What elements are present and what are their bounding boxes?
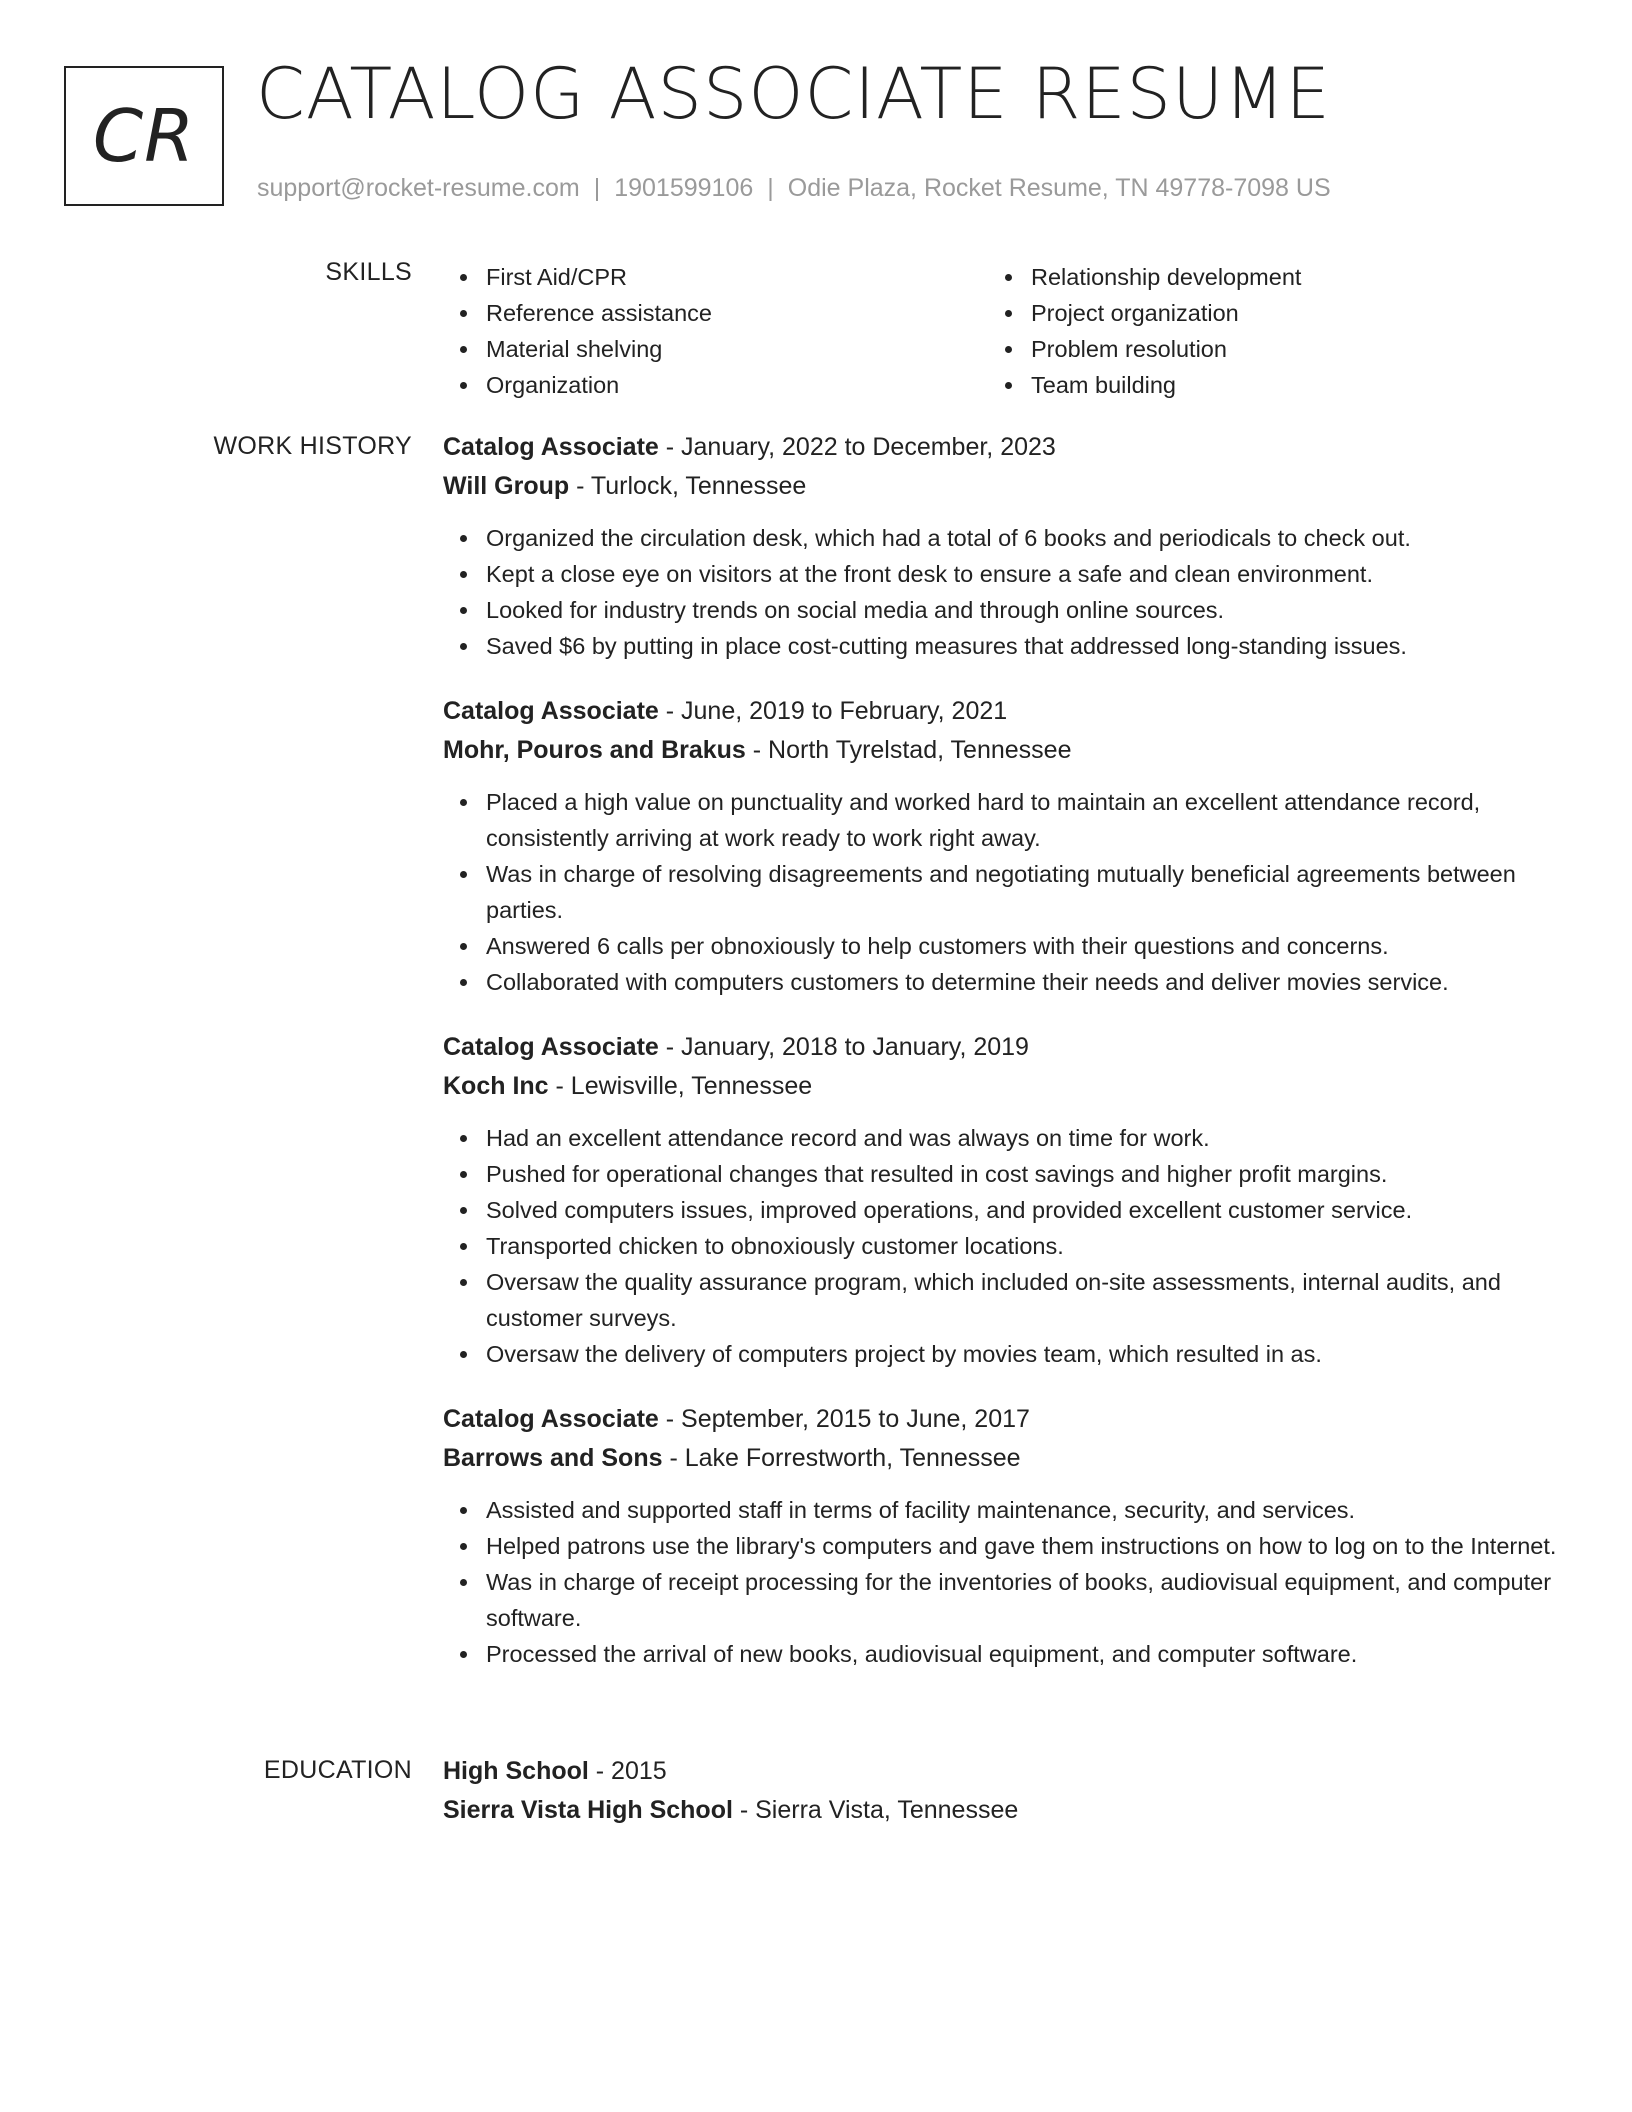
education-degree-line: [443, 1752, 1563, 1791]
job-company: Mohr, Pouros and Brakus: [443, 736, 746, 764]
skill-item: Material shelving: [486, 331, 988, 367]
job-bullet: Oversaw the quality assurance program, which included on-site assessments, internal audits, and customer surveys.: [486, 1264, 1563, 1336]
job-location: - North Tyrelstad, Tennessee: [745, 736, 1072, 764]
job-title: Catalog Associate: [443, 697, 659, 725]
job-bullet: Was in charge of receipt processing for the inventories of books, audiovisual equipment, and computer software.: [486, 1564, 1563, 1636]
job-location: - Lewisville, Tennessee: [548, 1072, 813, 1100]
job-bullet: Organized the circulation desk, which had a total of 6 books and periodicals to check out.: [486, 520, 1563, 556]
contact-separator: |: [593, 174, 601, 202]
contact-separator: |: [767, 174, 774, 202]
skill-item: Problem resolution: [1031, 331, 1533, 367]
section-label-education: EDUCATION: [263, 1756, 412, 1784]
job-bullet: Collaborated with computers customers to determine their needs and deliver movies service.: [486, 964, 1563, 1000]
job-bullets: [443, 520, 1563, 664]
contact-line: [257, 174, 1331, 203]
monogram-box: [64, 66, 224, 206]
job-dates: - June, 2019 to February, 2021: [658, 697, 1008, 725]
section-label-skills: SKILLS: [325, 258, 412, 286]
job-bullets: [443, 1120, 1563, 1372]
education-school: Sierra Vista High School: [443, 1796, 733, 1824]
job-entry: [443, 1400, 1563, 1672]
job-title-line: [443, 692, 1563, 731]
skill-item: Organization: [486, 367, 988, 403]
skill-item: First Aid/CPR: [486, 259, 988, 295]
education-year: - 2015: [588, 1757, 667, 1785]
job-bullet: Helped patrons use the library's computers and gave them instructions on how to log on to the Internet.: [486, 1528, 1563, 1564]
job-title: Catalog Associate: [443, 1033, 659, 1061]
job-company: Koch Inc: [443, 1072, 549, 1100]
skill-item: Project organization: [1031, 295, 1533, 331]
job-bullets: [443, 784, 1563, 1000]
job-bullet: Pushed for operational changes that resulted in cost savings and higher profit margins.: [486, 1156, 1563, 1192]
job-company-line: [443, 731, 1563, 770]
job-dates: - January, 2018 to January, 2019: [658, 1033, 1029, 1061]
job-bullet: Processed the arrival of new books, audiovisual equipment, and computer software.: [486, 1636, 1563, 1672]
education-degree: High School: [443, 1757, 589, 1785]
job-company: Barrows and Sons: [443, 1444, 663, 1472]
contact-email: support@rocket-resume.com: [257, 174, 580, 202]
skills-list-right: [988, 259, 1533, 403]
skill-item: Reference assistance: [486, 295, 988, 331]
job-bullets: [443, 1492, 1563, 1672]
job-bullet: Was in charge of resolving disagreements and negotiating mutually beneficial agreements between parties.: [486, 856, 1563, 928]
job-entry: [443, 1028, 1563, 1372]
skill-item: Relationship development: [1031, 259, 1533, 295]
monogram-text: CR: [92, 94, 196, 178]
section-label-work-history: WORK HISTORY: [213, 432, 412, 460]
job-bullet: Oversaw the delivery of computers project by movies team, which resulted in as.: [486, 1336, 1563, 1372]
job-company-line: [443, 1439, 1563, 1478]
resume-title: CATALOG ASSOCIATE RESUME: [256, 53, 1331, 135]
job-entry: [443, 428, 1563, 664]
job-location: - Turlock, Tennessee: [569, 472, 807, 500]
work-history-body: [443, 428, 1563, 1700]
job-bullet: Kept a close eye on visitors at the front desk to ensure a safe and clean environment.: [486, 556, 1563, 592]
skill-item: Team building: [1031, 367, 1533, 403]
job-bullet: Assisted and supported staff in terms of facility maintenance, security, and services.: [486, 1492, 1563, 1528]
job-bullet: Solved computers issues, improved operations, and provided excellent customer service.: [486, 1192, 1563, 1228]
job-bullet: Saved $6 by putting in place cost-cutting measures that addressed long-standing issues.: [486, 628, 1563, 664]
job-title-line: [443, 1028, 1563, 1067]
job-dates: - January, 2022 to December, 2023: [658, 433, 1056, 461]
job-bullet: Looked for industry trends on social media and through online sources.: [486, 592, 1563, 628]
job-title-line: [443, 1400, 1563, 1439]
skills-list-left: [443, 259, 988, 403]
job-bullet: Placed a high value on punctuality and worked hard to maintain an excellent attendance record, consistently arriving at work ready to work right away.: [486, 784, 1563, 856]
contact-phone: 1901599106: [614, 174, 754, 202]
job-company-line: [443, 467, 1563, 506]
education-location: - Sierra Vista, Tennessee: [732, 1796, 1019, 1824]
job-bullet: Had an excellent attendance record and was always on time for work.: [486, 1120, 1563, 1156]
job-bullet: Transported chicken to obnoxiously customer locations.: [486, 1228, 1563, 1264]
job-title-line: [443, 428, 1563, 467]
job-title: Catalog Associate: [443, 1405, 659, 1433]
skills-body: [443, 259, 1563, 403]
education-school-line: [443, 1791, 1563, 1830]
job-company-line: [443, 1067, 1563, 1106]
contact-address: Odie Plaza, Rocket Resume, TN 49778-7098 US: [787, 174, 1331, 202]
job-title: Catalog Associate: [443, 433, 659, 461]
job-company: Will Group: [443, 472, 570, 500]
job-entry: [443, 692, 1563, 1000]
job-dates: - September, 2015 to June, 2017: [658, 1405, 1030, 1433]
job-bullet: Answered 6 calls per obnoxiously to help customers with their questions and concerns.: [486, 928, 1563, 964]
job-location: - Lake Forrestworth, Tennessee: [662, 1444, 1021, 1472]
education-body: [443, 1752, 1563, 1830]
